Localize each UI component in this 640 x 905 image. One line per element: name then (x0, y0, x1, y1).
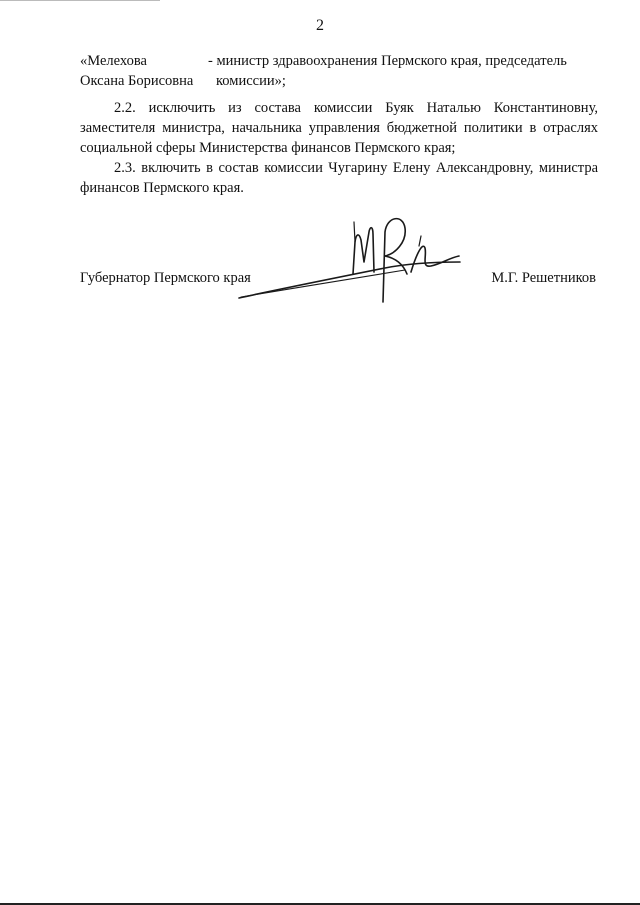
scan-edge-bottom (0, 900, 640, 905)
paragraph-item-2-2 (80, 98, 598, 158)
member-name (80, 51, 210, 91)
member-name-line2: Оксана Борисовна (80, 73, 194, 89)
handwritten-signature (235, 202, 475, 312)
member-role (208, 51, 640, 91)
signatory-name: М.Г. Решетников (491, 270, 596, 286)
scan-edge-top (0, 0, 160, 4)
paragraph-item-2-3-text: 2.3. включить в состав комиссии Чугарину Елену Александровну, министра финансов Пермского края. (80, 160, 598, 196)
page-number: 2 (316, 17, 324, 34)
member-role-line2: комиссии»; (216, 73, 286, 89)
member-role-line1: - министр здравоохранения Пермского края, председатель (208, 53, 567, 69)
paragraph-item-2-2-text: 2.2. исключить из состава комиссии Буяк Наталью Константиновну, заместителя министра, начальника управления бюджетной политики в отраслях социальной сферы Министерства финансов Пермского края; (80, 100, 598, 156)
paragraph-item-2-3 (80, 158, 598, 198)
member-name-line1: «Мелехова (80, 53, 147, 69)
signatory-title: Губернатор Пермского края (80, 270, 251, 286)
